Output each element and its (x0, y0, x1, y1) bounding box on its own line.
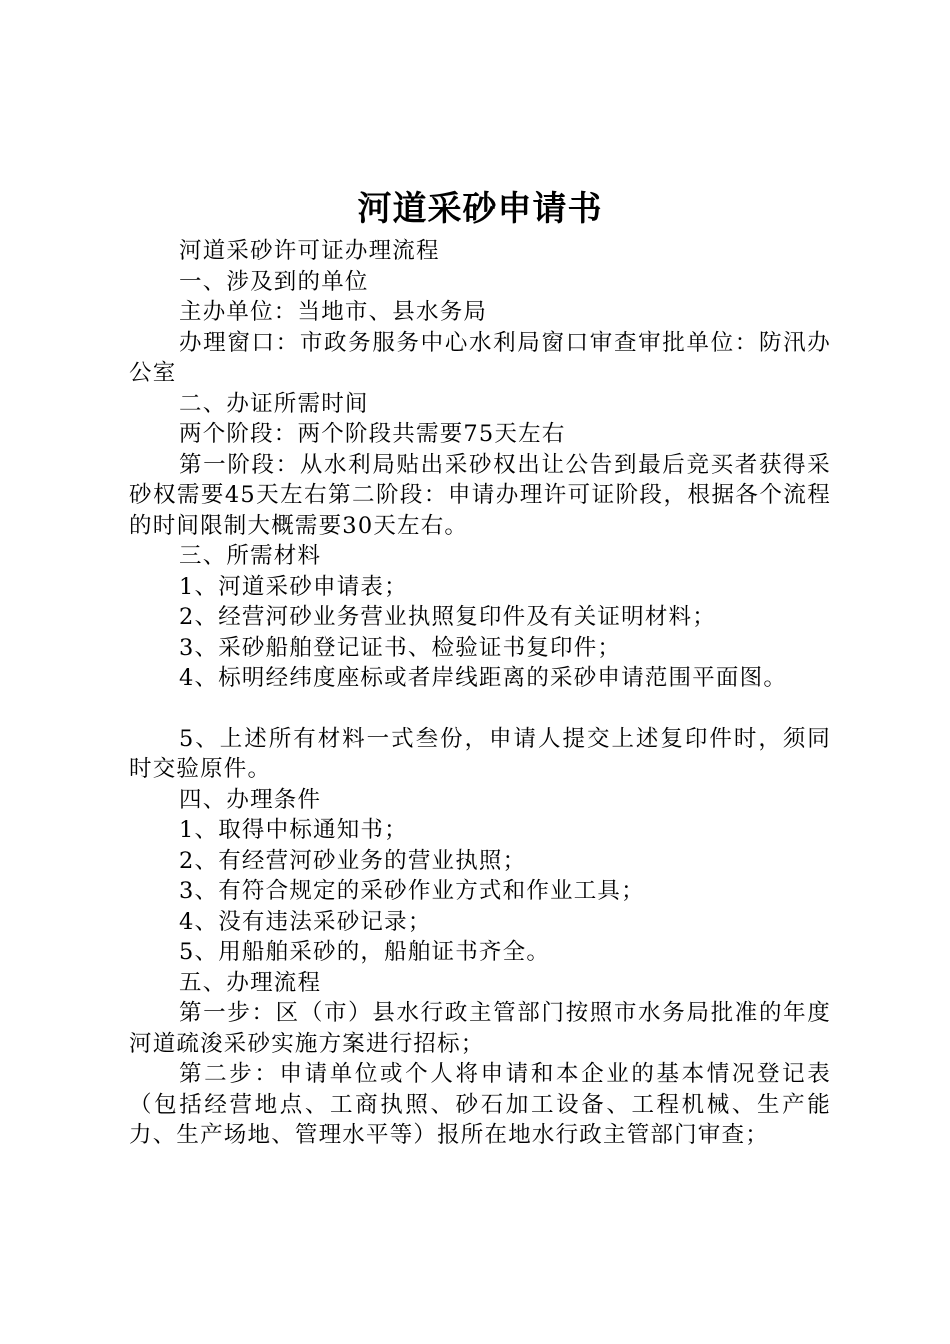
list-item-condition-3: 3、有符合规定的采砂作业方式和作业工具； (179, 878, 645, 904)
section-heading-time: 二、办证所需时间 (179, 390, 369, 417)
list-item-material-2: 2、经营河砂业务营业执照复印件及有关证明材料； (179, 604, 716, 630)
list-item-material-1: 1、河道采砂申请表； (179, 573, 408, 600)
paragraph-stage-details: 第一阶段：从水利局贴出采砂权出让公告到最后竞买者获得采砂权需要45天左右第二阶段：申请办理许可证阶段，根据各个流程的时间限制大概需要30天左右。 (129, 451, 831, 539)
paragraph-host-unit: 主办单位：当地市、县水务局 (179, 299, 488, 325)
paragraph-two-stages: 两个阶段：两个阶段共需要75天左右 (179, 421, 566, 447)
list-item-condition-1: 1、取得中标通知书； (179, 817, 408, 843)
paragraph-service-window: 办理窗口：市政务服务中心水利局窗口审查审批单位：防汛办公室 (129, 329, 831, 386)
list-item-condition-5: 5、用船舶采砂的，船舶证书齐全。 (179, 939, 551, 965)
list-item-condition-2: 2、有经营河砂业务的营业执照； (179, 847, 527, 874)
list-item-condition-4: 4、没有违法采砂记录； (179, 908, 432, 935)
document-title: 河道采砂申请书 (357, 189, 603, 229)
paragraph-step-1: 第一步：区（市）县水行政主管部门按照市水务局批准的年度河道疏浚采砂实施方案进行招标； (129, 1000, 831, 1057)
list-item-material-5: 5、上述所有材料一式叁份，申请人提交上述复印件时，须同时交验原件。 (129, 725, 831, 782)
section-heading-procedure: 五、办理流程 (179, 969, 322, 996)
section-heading-conditions: 四、办理条件 (179, 786, 322, 813)
paragraph-step-2: 第二步：申请单位或个人将申请和本企业的基本情况登记表（包括经营地点、工商执照、砂石加工设备、工程机械、生产能力、生产场地、管理水平等）报所在地水行政主管部门审查； (129, 1061, 831, 1148)
paragraph-process-heading: 河道采砂许可证办理流程 (179, 238, 440, 264)
section-heading-units: 一、涉及到的单位 (179, 268, 369, 295)
blank-line (129, 694, 831, 724)
document-body (129, 236, 831, 1151)
document-page (129, 186, 831, 1151)
list-item-material-3: 3、采砂船舶登记证书、检验证书复印件； (179, 634, 622, 661)
list-item-material-4: 4、标明经纬度座标或者岸线距离的采砂申请范围平面图。 (179, 665, 788, 691)
section-heading-materials: 三、所需材料 (179, 543, 322, 569)
